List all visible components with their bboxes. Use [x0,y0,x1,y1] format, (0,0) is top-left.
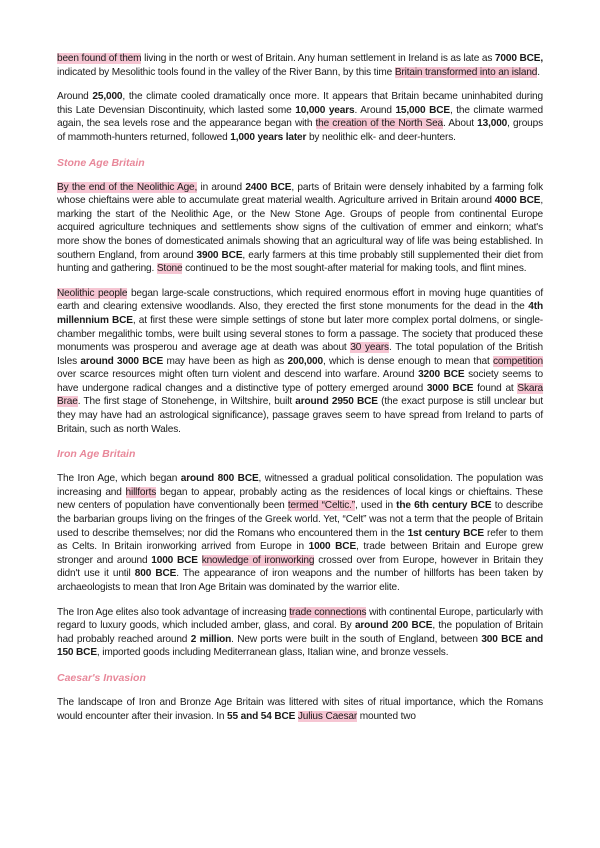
bold-text: around 2950 BCE [295,396,378,408]
text-run: living in the north or west of Britain. Any human settlement in Ireland is as late as [141,53,495,64]
bold-text: around 200 BCE [354,620,433,632]
highlighted-text: Julius Caesar [297,710,358,722]
text-run: , groups of mammoth-hunters returned, followed [57,118,543,143]
text-run: , marking the start of the Neolithic Age, or the New Stone Age. Groups of people from continental Europe acquired agriculture techniques and settlements show signs of the cultivation of emmer and einkorn; what's more show the bones of domesticated animals showing that an agricultural way of life was being established. In southern England, from around [57,195,544,261]
text-run: . [537,66,540,78]
body-paragraph [57,472,543,594]
highlighted-text: competition [493,355,543,367]
bold-text: 1st century BCE [407,527,484,539]
text-run: , used in [355,500,397,512]
bold-text: 2400 BCE [245,181,292,193]
highlighted-text: Skara Brae [57,382,543,408]
body-paragraph [57,696,543,723]
text-run: over scarce resources might often turn violent and descend into warfare. Around [57,369,419,381]
highlighted-text: trade connections [289,606,367,618]
bold-text: 3200 BCE [418,369,465,381]
text-run: in around [197,181,246,193]
bold-text: 200,000 [287,355,323,367]
bold-text: around 800 BCE [180,473,259,485]
text-run: The Iron Age, which began [57,473,181,485]
highlighted-text: been found of them [57,53,142,64]
text-run: to describe the barbarian groups living on the fringes of the Greek world. Yet, “Celt” was not a term that the people of Britain used to describe themselves; nor did the Romans who encountered them in the [57,500,543,539]
text-run: . The first stage of Stonehenge, in Wiltshire, built [77,396,296,408]
text-run: , at first these were simple settings of stone but later more complex portal dolmens, or single-chamber megalithic tombs, were built using several stones to form a passage. The society that produced these monuments was prosperou and average age at death was about [57,314,543,354]
bold-text: 13,000 [477,118,508,130]
body-paragraph [57,181,543,276]
text-run: , trade between Britain and Europe grew stronger and around [57,541,544,566]
text-run: began large-scale constructions, which required enormous effort in moving huge quantities of earth and clearing extensive woodlands. Also, they erected the first stone monuments for the dead in the [57,287,543,313]
text-run: . New ports were built in the south of England, between [231,633,482,645]
text-run: , the climate warmed again, the sea levels rose and the appearance began with [57,104,543,130]
body-paragraph [57,52,543,79]
highlighted-text: By the end of the Neolithic Age, [57,181,198,193]
bold-text: the 6th century BCE [396,500,492,512]
bold-text: 55 and 54 BCE [227,710,296,722]
bold-text: 1000 BCE [308,541,357,553]
highlighted-text: Neolithic people [57,287,128,299]
text-run: , imported goods including Mediterranean glass, Italian wine, and bronze vessels. [96,647,449,659]
highlighted-text: termed “Celtic.” [287,500,356,512]
text-run: , which is dense enough to mean that [322,355,494,367]
bold-text: 10,000 years [295,104,355,116]
bold-text: 25,000 [92,91,123,103]
highlighted-text: knowledge of ironworking [201,554,315,566]
section-heading: Caesar's Invasion [57,671,146,684]
bold-text: 4th millennium BCE [57,301,543,326]
text-run: indicated by Mesolithic tools found in the valley of the River Bann, by this time [57,66,395,78]
text-run: The landscape of Iron and Bronze Age Britain was littered with sites of ritual importance, which the Romans would encounter after their invasion. In [57,696,543,722]
section-heading: Stone Age Britain [57,156,145,169]
text-run: . Around [354,104,396,116]
bold-text: 3900 BCE [196,249,243,261]
bold-text: 15,000 BCE [395,104,450,116]
bold-text: 1000 BCE [151,554,198,566]
text-run: continued to be the most sought-after material for making tools, and flint mines. [182,263,527,275]
text-run: . The appearance of iron weapons and the number of hillforts has been taken by archaeologists to mean that Iron Age Britain was dominated by the warrior elite. [57,568,543,593]
bold-text: 300 BCE and 150 BCE [57,633,544,659]
text-run: , parts of Britain were densely inhabited by a farming folk whose chieftains were able to accumulate great material wealth. Agriculture arrived in Britain around [57,181,544,207]
body-paragraph [57,606,543,660]
bold-text: 1,000 years later [230,131,307,143]
bold-text: 7000 BCE, [494,53,543,64]
text-run: mounted two [357,710,416,722]
text-run: refer to them as Celts. In Britain ironworking arrived from Europe in [57,527,543,553]
text-run: . The total population of the British Isles [57,342,543,367]
bold-text: 800 BCE [134,568,177,580]
text-run: society seems to have undergone radical changes and a distinctive type of pottery emerged around [57,369,543,394]
text-run: . About [443,118,478,130]
highlighted-text: Stone [156,263,183,275]
section-heading: Iron Age Britain [57,448,136,461]
text-run: , the population of Britain had probably reached around [57,620,543,645]
text-run: began to appear, probably acting as the residences of local kings or chieftains. These new centers of population have conventionally been [57,486,543,512]
body-paragraph [57,90,543,144]
text-run: crossed over from Europe, however in Britain they didn't use it until [57,554,543,580]
text-run: The Iron Age elites also took advantage of increasing [57,606,290,618]
text-run: , witnessed a gradual political consolidation. The population was increasing and [57,473,543,498]
text-run: with continental Europe, particularly with regard to luxury goods, which included amber, glass, and coral. By [57,606,544,632]
highlighted-text: the creation of the North Sea [315,118,444,130]
text-run: , early farmers at this time probably still supplemented their diet from hunting and gathering. [57,249,543,275]
highlighted-text: hillforts [125,486,157,498]
highlighted-text: Britain transformed into an island [394,66,538,78]
body-paragraph [57,287,543,437]
text-run: Around [57,91,93,103]
bold-text: around 3000 BCE [80,355,164,367]
bold-text: 2 million [190,633,232,645]
text-run: (the exact purpose is still unclear but they may have had an astrological significance), passage graves seem to have spread from Ireland to parts of Britain, such as north Wales. [57,396,543,435]
text-run: by neolithic elk- and deer-hunters. [306,131,456,143]
highlighted-text: 30 years [350,342,389,354]
bold-text: 3000 BCE [426,382,474,394]
text-run: may have been as high as [163,355,288,367]
text-run: , the climate cooled dramatically once more. It appears that Britain became uninhabited during this Late Devensian Discontinuity, which lasted some [57,91,543,116]
text-run: found at [473,382,518,394]
bold-text: 4000 BCE [494,195,541,207]
